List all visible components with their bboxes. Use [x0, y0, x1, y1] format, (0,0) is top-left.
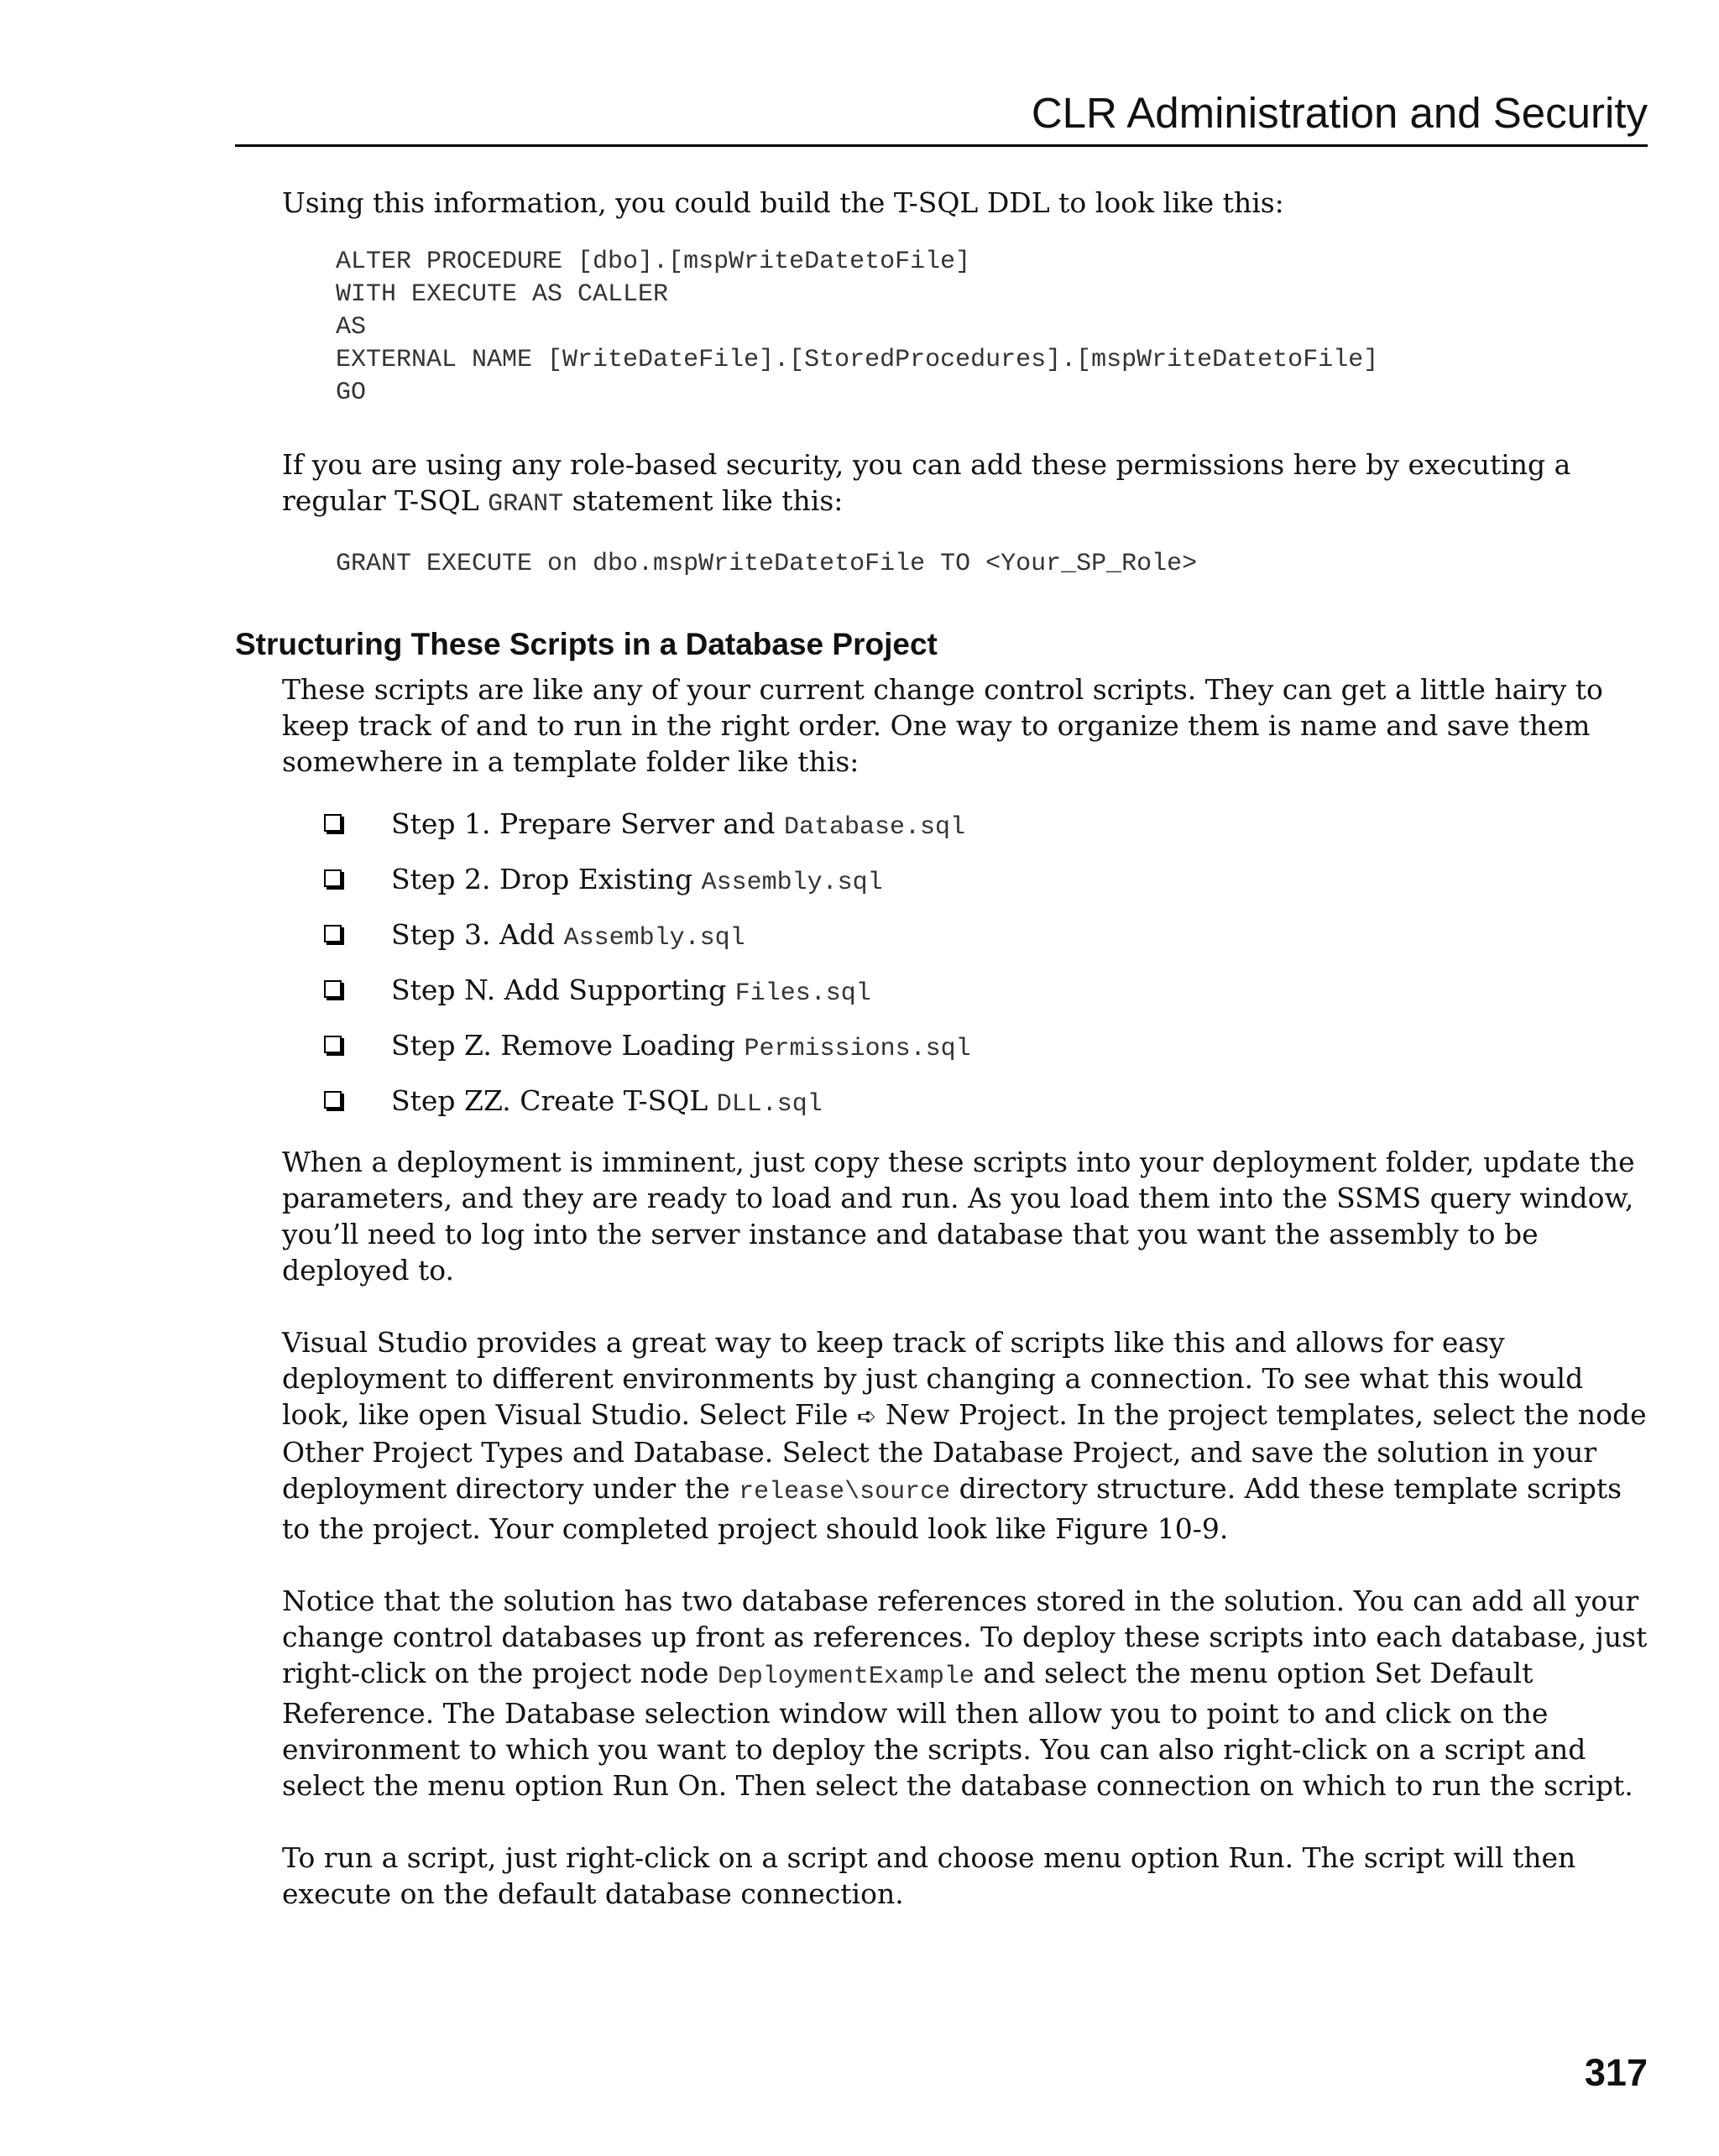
- code-line: GRANT EXECUTE on dbo.mspWriteDatetoFile TO <Your_SP_Role>: [336, 550, 1198, 578]
- step-code: Permissions.sql: [744, 1035, 971, 1063]
- page-body: [235, 185, 1650, 1912]
- role-text-after: statement like this:: [563, 484, 844, 517]
- step-text: Step Z. Remove Loading: [391, 1029, 745, 1062]
- role-text-before: If you are using any role-based security, you can add these permissions here by executing a regular T-SQL: [282, 448, 1571, 517]
- step-code: Files.sql: [734, 979, 871, 1008]
- step-text: Step 1. Prepare Server and: [391, 807, 784, 840]
- checkbox-bullet-icon: [324, 1036, 342, 1053]
- notice-text-part1: Notice that the solution has two database references stored in the solution. You can add all your change control databases up front as references. To deploy these scripts into each database, just right-click on the project node: [282, 1584, 1648, 1689]
- directory-inline-code: release\source: [739, 1478, 951, 1506]
- checkbox-bullet-icon: [324, 814, 342, 832]
- menu-arrow-icon: ➪: [856, 1402, 877, 1430]
- deployment-paragraph: When a deployment is imminent, just copy these scripts into your deployment folder, update the parameters, and they are ready to load and run. As you load them into the SSMS query window, you’ll need to log into the server instance and database that you want the assembly to be deployed to.: [282, 1146, 1635, 1287]
- code-line: ALTER PROCEDURE [dbo].[mspWriteDatetoFile]: [336, 248, 971, 276]
- run-script-paragraph: To run a script, just right-click on a script and choose menu option Run. The script will then execute on the default database connection.: [282, 1841, 1576, 1910]
- step-code: Assembly.sql: [563, 924, 745, 953]
- list-item: [282, 1073, 1650, 1129]
- code-line: GO: [336, 378, 367, 407]
- step-code: Database.sql: [783, 813, 966, 842]
- code-line: EXTERNAL NAME [WriteDateFile].[StoredProcedures].[mspWriteDatetoFile]: [336, 346, 1379, 374]
- list-item: [282, 907, 1650, 963]
- running-head: [235, 84, 1648, 147]
- section-heading: Structuring These Scripts in a Database Project: [235, 627, 938, 661]
- notice-paragraph: [282, 1583, 1650, 1804]
- code-line: WITH EXECUTE AS CALLER: [336, 280, 669, 309]
- step-list: [282, 796, 1650, 1129]
- checkbox-bullet-icon: [324, 980, 342, 998]
- notice-text-part2: and select the menu option Set Default Reference. The Database selection window will then allow you to point to and click on the environment to which you want to deploy the scripts. You can also right-click on a script and select the menu option Run On. Then select the database connection on which to run the script.: [282, 1657, 1633, 1802]
- checkbox-bullet-icon: [324, 925, 342, 942]
- vs-text-part3: directory structure. Add these template scripts to the project. Your completed project should look like Figure 10-9.: [282, 1472, 1622, 1545]
- page-number: 317: [1584, 2051, 1648, 2094]
- vs-text-part1: Visual Studio provides a great way to keep track of scripts like this and allows for easy deployment to different environments by just changing a connection. To see what this would look, like open Visual Studio. Select File: [282, 1326, 1584, 1431]
- code-line: AS: [336, 313, 367, 342]
- checkbox-bullet-icon: [324, 1091, 342, 1109]
- list-item: [282, 796, 1650, 852]
- step-text: Step ZZ. Create T-SQL: [391, 1084, 717, 1117]
- step-code: DLL.sql: [716, 1090, 823, 1119]
- project-node-inline-code: DeploymentExample: [717, 1663, 974, 1691]
- step-code: Assembly.sql: [701, 869, 883, 897]
- list-item: [282, 1018, 1650, 1073]
- vs-text-part2: New Project. In the project templates, select the node Other Project Types and Database. Select the Database Project, and save the solution in your deployment directory under the: [282, 1398, 1647, 1505]
- step-text: Step N. Add Supporting: [391, 974, 735, 1006]
- section-intro-paragraph: These scripts are like any of your current change control scripts. They can get a little hairy to keep track of and to run in the right order. One way to organize them is name and save them somewhere in a template folder like this:: [282, 673, 1603, 778]
- chapter-title: CLR Administration and Security: [1031, 89, 1648, 137]
- grant-inline-code: GRANT: [488, 490, 564, 519]
- ddl-code-block: [282, 246, 1650, 410]
- checkbox-bullet-icon: [324, 869, 342, 887]
- visual-studio-paragraph: [282, 1324, 1650, 1547]
- list-item: [282, 963, 1650, 1018]
- grant-code-block: [282, 548, 1650, 581]
- list-item: [282, 852, 1650, 907]
- step-text: Step 3. Add: [391, 918, 564, 951]
- step-text: Step 2. Drop Existing: [391, 863, 702, 895]
- intro-paragraph: Using this information, you could build the T-SQL DDL to look like this:: [282, 186, 1284, 219]
- role-security-paragraph: [282, 446, 1650, 523]
